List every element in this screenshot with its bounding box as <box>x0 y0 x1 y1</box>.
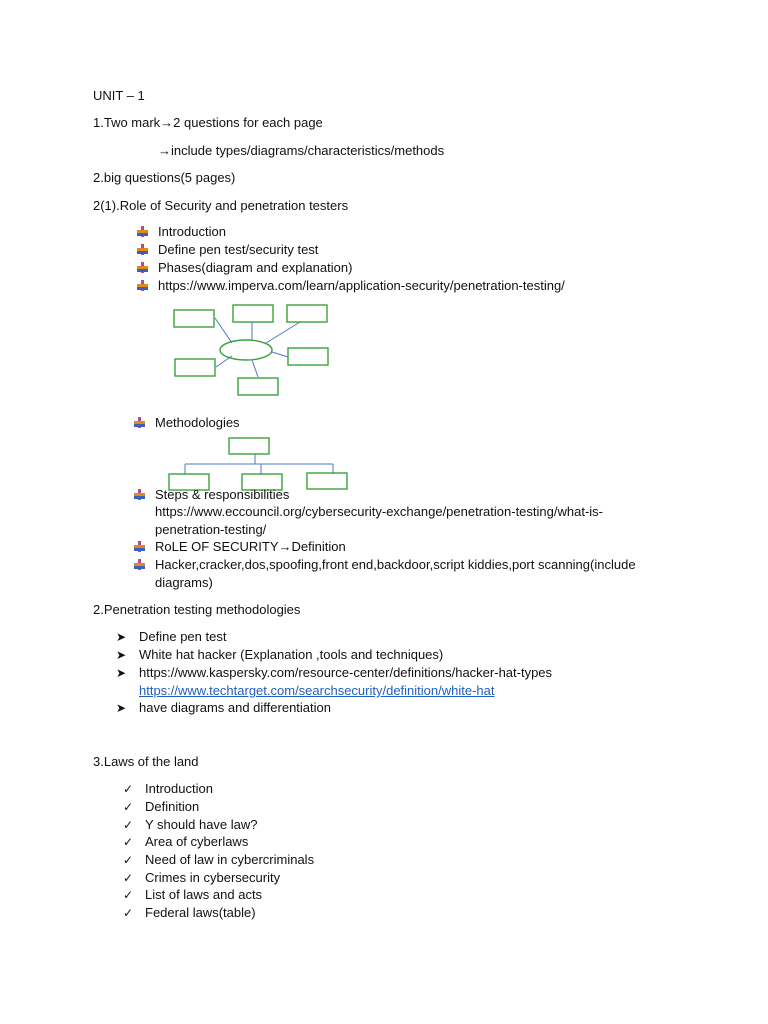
arrowhead-bullet-icon: ➤ <box>116 630 127 644</box>
checkmark-bullet-icon: ✓ <box>123 888 134 902</box>
diagram-connector <box>215 318 232 343</box>
quad-bullet-icon <box>134 559 145 570</box>
list-item: Need of law in cybercriminals <box>145 852 315 867</box>
checkmark-bullet-icon: ✓ <box>123 853 134 867</box>
checkmark-bullet-icon: ✓ <box>123 818 134 832</box>
diagram-box <box>175 359 215 376</box>
list-item: have diagrams and differentiation <box>139 700 331 715</box>
imperva-url: https://www.imperva.com/learn/application-security/penetration-testing/ <box>158 278 565 293</box>
quad-bullet-icon <box>134 489 145 500</box>
list-item: Phases(diagram and explanation) <box>158 260 353 275</box>
diagram-box <box>307 473 347 489</box>
quad-bullet-icon <box>137 244 148 255</box>
list-item: Definition <box>145 799 200 814</box>
arrowhead-bullet-icon: ➤ <box>116 666 127 680</box>
section-3-heading: 3.Laws of the land <box>93 754 199 769</box>
eccouncil-url-line-1: https://www.eccouncil.org/cybersecurity-exchange/penetration-testing/what-is- <box>155 504 603 519</box>
quad-bullet-icon <box>137 226 148 237</box>
steps-item: Steps & responsibilities <box>155 487 290 502</box>
list-item: Federal laws(table) <box>145 905 256 920</box>
two-mark-line: 1.Two mark→2 questions for each page <box>93 115 323 130</box>
techtarget-link[interactable]: https://www.techtarget.com/searchsecurity/definition/white-hat <box>139 683 495 698</box>
diagram-box <box>238 378 278 395</box>
checkmark-bullet-icon: ✓ <box>123 800 134 814</box>
quad-bullet-icon <box>137 262 148 273</box>
diagram-box <box>287 305 327 322</box>
arrowhead-bullet-icon: ➤ <box>116 648 127 662</box>
checkmark-bullet-icon: ✓ <box>123 871 134 885</box>
methodologies-diagram <box>165 432 360 494</box>
quad-bullet-icon <box>134 417 145 428</box>
diagram-connector <box>272 352 288 357</box>
diagram-box <box>288 348 328 365</box>
list-item: Introduction <box>158 224 226 239</box>
unit-heading: UNIT – 1 <box>93 88 145 103</box>
kaspersky-url: https://www.kaspersky.com/resource-center/definitions/hacker-hat-types <box>139 665 553 680</box>
list-item: Y should have law? <box>145 817 258 832</box>
list-item: Introduction <box>145 781 213 796</box>
diagram-box <box>174 310 214 327</box>
quad-bullet-icon <box>134 541 145 552</box>
list-item: White hat hacker (Explanation ,tools and techniques) <box>139 647 444 662</box>
hacker-item-line-1: Hacker,cracker,dos,spoofing,front end,backdoor,script kiddies,port scanning(include <box>155 557 636 572</box>
list-item: Define pen test <box>139 629 227 644</box>
arrowhead-bullet-icon: ➤ <box>116 701 127 715</box>
quad-bullet-icon <box>137 280 148 291</box>
checkmark-bullet-icon: ✓ <box>123 782 134 796</box>
hacker-item-line-2: diagrams) <box>155 575 213 590</box>
list-item: List of laws and acts <box>145 887 263 902</box>
phases-diagram <box>160 300 340 400</box>
diagram-center-node <box>220 340 272 360</box>
techtarget-link-wrap <box>139 683 495 699</box>
role-of-security-item: RoLE OF SECURITY→Definition <box>155 539 346 554</box>
diagram-connector <box>266 322 300 343</box>
section-2-heading: 2.Penetration testing methodologies <box>93 602 301 617</box>
eccouncil-url-line-2: penetration-testing/ <box>155 522 267 537</box>
diagram-box <box>229 438 269 454</box>
section-2-1-heading: 2(1).Role of Security and penetration testers <box>93 198 349 213</box>
list-item: Area of cyberlaws <box>145 834 249 849</box>
checkmark-bullet-icon: ✓ <box>123 835 134 849</box>
diagram-connector <box>252 360 258 377</box>
big-questions-line: 2.big questions(5 pages) <box>93 170 236 185</box>
include-types-line: →include types/diagrams/characteristics/methods <box>158 143 445 158</box>
diagram-box <box>233 305 273 322</box>
checkmark-bullet-icon: ✓ <box>123 906 134 920</box>
list-item: Define pen test/security test <box>158 242 319 257</box>
methodologies-item: Methodologies <box>155 415 240 430</box>
list-item: Crimes in cybersecurity <box>145 870 281 885</box>
